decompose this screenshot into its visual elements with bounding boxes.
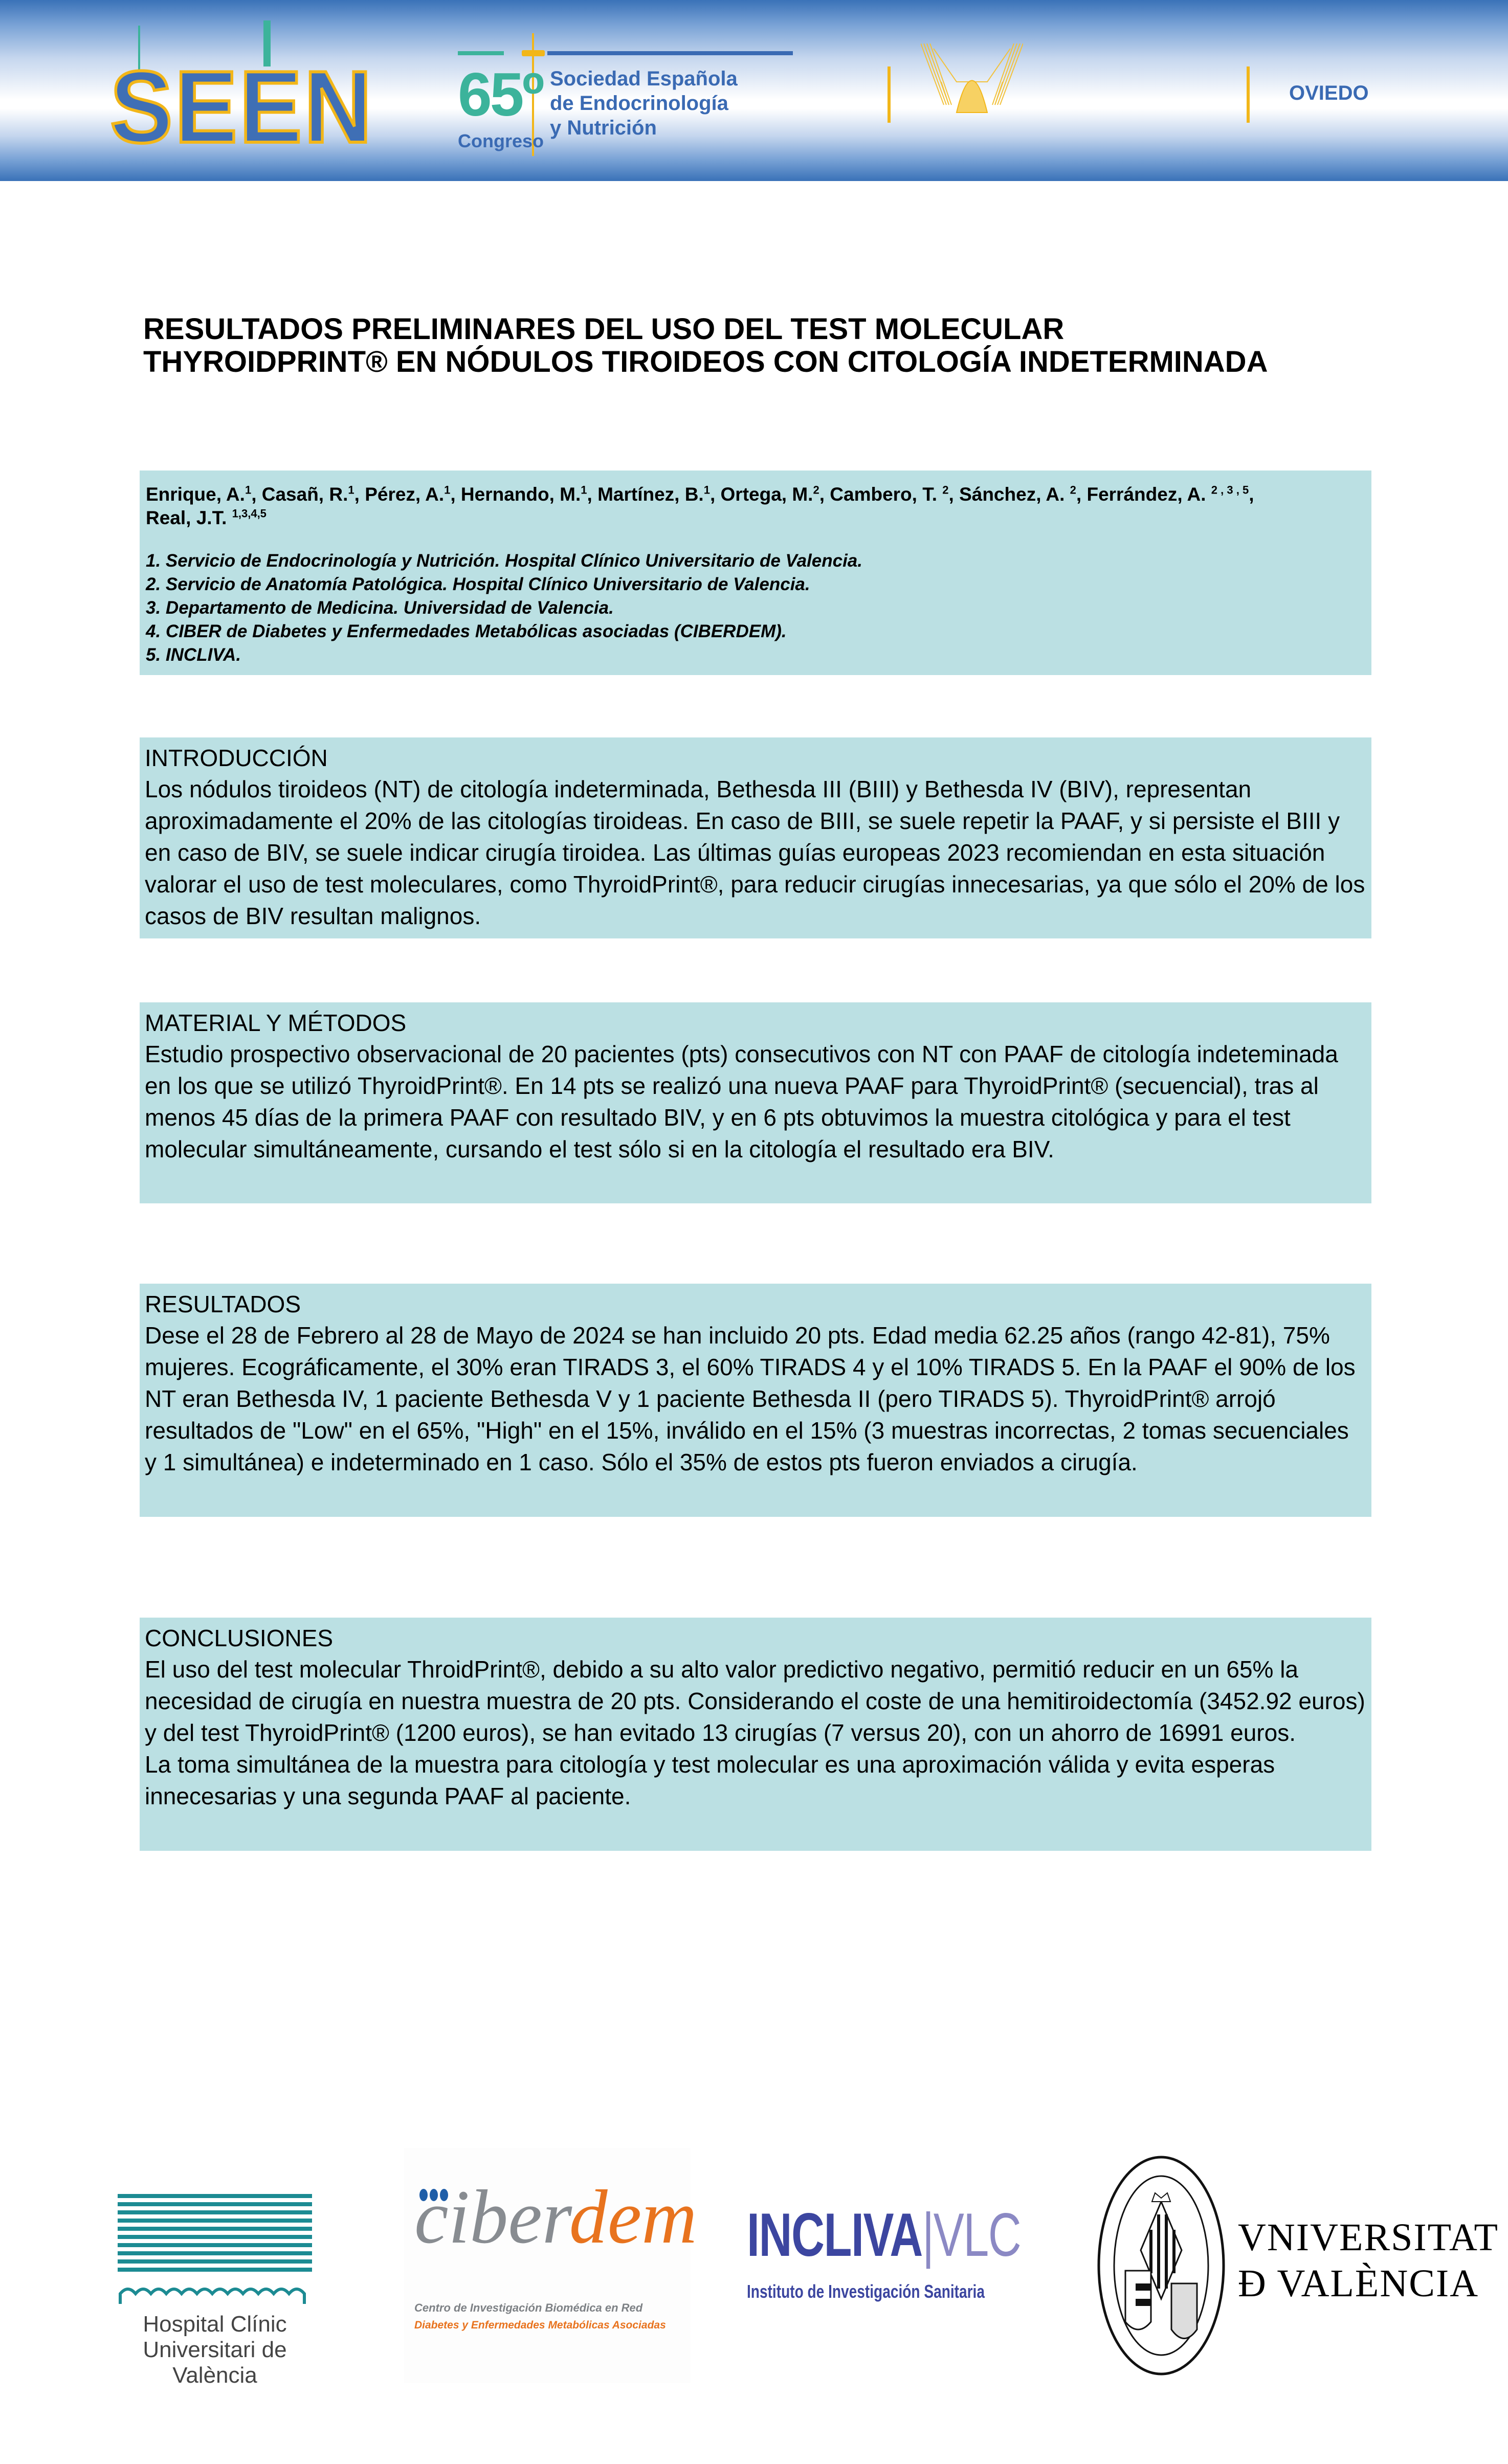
author-name: Real, J.T. [146,507,232,528]
incliva-logo [747,2201,1054,2358]
hospital-building-icon [118,2194,312,2281]
university-seal-icon [1095,2153,1228,2378]
incliva-separator: | [922,2201,934,2269]
universitat-valencia-logo [1095,2153,1499,2388]
authors-box [140,471,1371,675]
incliva-subtitle: Instituto de Investigación Sanitaria [747,2281,985,2302]
ciberdem-subtitle: Diabetes y Enfermedades Metabólicas Asociadas [414,2319,666,2331]
wordmark-part: ciber [414,2175,569,2259]
congress-number: 65º [458,60,543,129]
author-affiliation-ref: 2 [813,483,819,497]
results-section [140,1284,1371,1517]
author-affiliation-ref: 2 [1070,483,1076,497]
society-name-line: y Nutrición [550,117,657,139]
section-title: MATERIAL Y MÉTODOS [145,1010,407,1036]
congress-label: Congreso [458,130,544,151]
section-body: Los nódulos tiroideos (NT) de citología indeterminada, Bethesda III (BIII) y Bethesda IV (BIV), representan aproximadamente el 20% de las citologías tiroideas. En caso de BIII, se suele repetir la PAAF, y si persiste el BIII y en caso de BIV, se suele indicar cirugía tiroidea. Las últimas guías europeas 2023 recomiendan en esta situación valorar el uso de test moleculares, como ThyroidPrint®, para reducir cirugías innecesarias, ya que sólo el 20% de los casos de BIV resultan malignos. [145,776,1365,929]
seen-logo [110,20,374,164]
author-name: Sánchez, A. [959,484,1070,505]
author-affiliation-ref: 2 , 3 , 5 [1211,483,1249,497]
author-name: Hernando, M. [460,484,581,505]
poster-title-line: RESULTADOS PRELIMINARES DEL USO DEL TEST MOLECULAR [143,312,1065,346]
author-affiliation-ref: 1 [444,483,451,497]
section-body: El uso del test molecular ThroidPrint®, debido a su alto valor predictivo negativo, permitió reducir en un 65% la necesidad de cirugía en nuestra muestra de 20 pts. Considerando el coste de una hemitiroidectomía (3452.92 euros) y del test ThyroidPrint® (1200 euros), se han evitado 13 cirugías (7 versus 20), con un ahorro de 16991 euros. [145,1656,1365,1746]
author-affiliation-ref: 1,3,4,5 [232,507,267,520]
incliva-name: INCLIVA [747,2201,922,2269]
author-list: Enrique, A.$^1$, Casañ, R.$^1$, Pérez, A.$^1$, Hernando, M.$^1$, Martínez, B.$^1$, Ortega, M.$^2$, Cambero, T. $^2$, Sánchez, A. $^2$, Ferrández, A. $^{2 , 3 , 5}$, Real, J.T. $^{1,3,4,5}$ [146,483,1254,528]
affiliation-list [146,549,1366,667]
university-name [1238,2214,1499,2306]
author-name: Casañ, R. [261,484,348,505]
affiliation: 4. CIBER de Diabetes y Enfermedades Metabólicas asociadas (CIBERDEM). [146,621,787,641]
author-affiliation-ref: 1 [348,483,354,497]
methods-section [140,1002,1371,1203]
ciberdem-subtitle: Centro de Investigación Biomédica en Red [414,2301,643,2314]
divider-line [547,51,793,55]
footer-logos [0,2138,1508,2404]
society-name-line: Sociedad Española [550,68,738,90]
introduction-section [140,737,1371,938]
author-affiliation-ref: 1 [581,483,587,497]
affiliation: 5. INCLIVA. [146,645,241,665]
author-name: Pérez, A. [365,484,445,505]
incliva-wordmark [747,2201,1021,2269]
divider-bar [888,66,891,123]
hospital-clinic-logo [102,2158,327,2388]
wordmark-part: dem [569,2175,697,2259]
bridge-icon [921,43,1023,125]
poster-title [143,313,1396,378]
arches-icon [118,2283,312,2304]
university-name-line: VNIVERSITAT [1238,2216,1499,2259]
author-affiliation-ref: 1 [245,483,252,497]
affiliation: 2. Servicio de Anatomía Patológica. Hospital Clínico Universitario de Valencia. [146,574,810,594]
hospital-name [107,2312,322,2388]
section-body: La toma simultánea de la muestra para citología y test molecular es una aproximación válida y evita esperas innecesarias y una segunda PAAF al paciente. [145,1751,1275,1809]
conclusions-section [140,1618,1371,1851]
ciberdem-wordmark [414,2175,697,2259]
university-name-line: Ð VALÈNCIA [1238,2262,1479,2305]
author-affiliation-ref: 2 [942,483,949,497]
congress-logo [458,26,795,159]
divider-bar [1247,66,1250,123]
society-name [550,66,738,140]
city-label: OVIEDO [1289,82,1369,104]
hospital-name-line: Hospital Clínic [143,2312,287,2337]
hospital-name-line: Universitari de València [143,2337,287,2388]
divider-dot [522,50,545,56]
section-body: Estudio prospectivo observacional de 20 pacientes (pts) consecutivos con NT con PAAF de citología indeteminada en los que se utilizó ThyroidPrint®. En 14 pts se realizó una nueva PAAF para ThyroidPrint® (secuencial), tras al menos 45 días de la primera PAAF con resultado BIV, y en 6 pts obtuvimos la muestra citológica y para el test molecular simultáneamente, cursando el test sólo si en la citología el resultado era BIV. [145,1041,1338,1162]
seen-logo-text: SEEN [110,50,374,164]
poster-title-line: THYROIDPRINT® EN NÓDULOS TIROIDEOS CON CITOLOGÍA INDETERMINADA [143,345,1268,378]
affiliation: 1. Servicio de Endocrinología y Nutrición. Hospital Clínico Universitario de Valencia. [146,551,862,571]
society-name-line: de Endocrinología [550,92,728,115]
author-name: Enrique, A. [146,484,245,505]
section-body: Dese el 28 de Febrero al 28 de Mayo de 2024 se han incluido 20 pts. Edad media 62.25 años (rango 42-81), 75% mujeres. Ecográficamente, el 30% eran TIRADS 3, el 60% TIRADS 4 y el 10% TIRADS 5. En la PAAF el 90% de los NT eran Bethesda IV, 1 paciente Bethesda V y 1 paciente Bethesda II (pero TIRADS 5). ThyroidPrint® arrojó resultados de "Low" en el 65%, "High" en el 15%, inválido en el 15% (3 muestras incorrectas, 2 tomas secuenciales y 1 simultánea) e indeterminado en 1 caso. Sólo el 35% de estos pts fueron enviados a cirugía. [145,1322,1356,1475]
section-title: INTRODUCCIÓN [145,745,328,771]
author-name: Ferrández, A. [1086,484,1211,505]
incliva-vlc: VLC [933,2201,1021,2269]
congress-banner [0,0,1508,181]
author-name: Cambero, T. [830,484,943,505]
ciberdem-logo [404,2148,697,2383]
author-name: Martínez, B. [597,484,704,505]
affiliation: 3. Departamento de Medicina. Universidad de Valencia. [146,598,614,618]
divider-line [458,51,504,55]
section-title: RESULTADOS [145,1291,301,1317]
author-name: Ortega, M. [720,484,813,505]
author-affiliation-ref: 1 [703,483,710,497]
section-title: CONCLUSIONES [145,1625,334,1651]
